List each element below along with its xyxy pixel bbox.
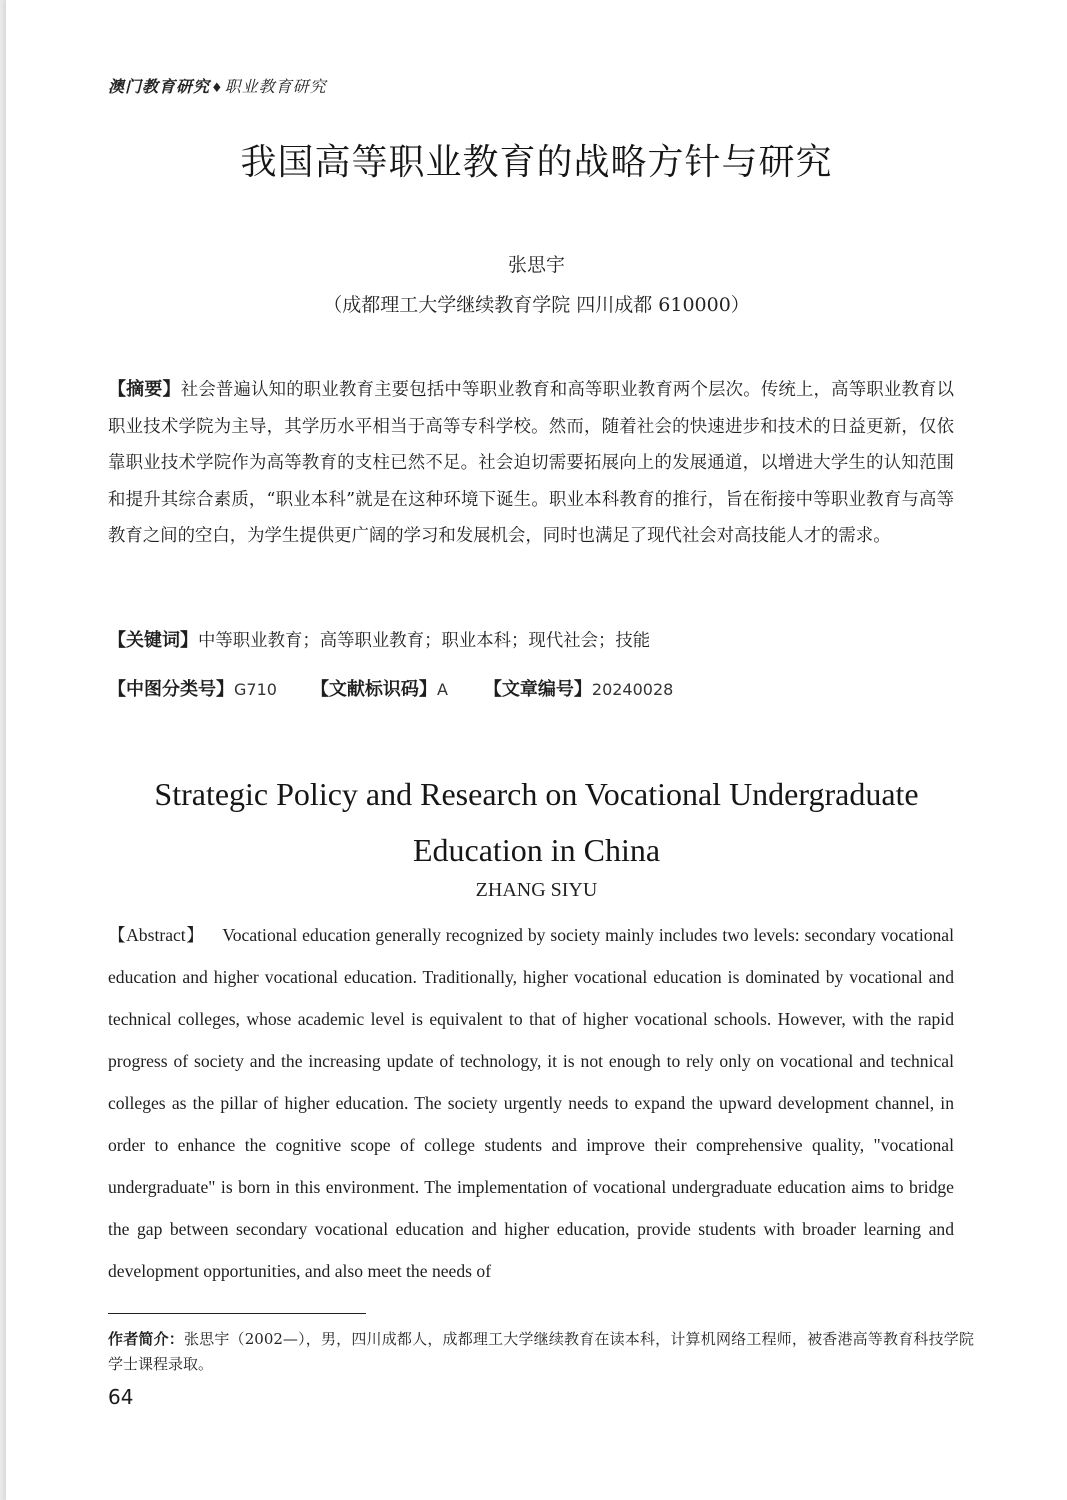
diamond-separator-icon: ♦: [211, 81, 224, 96]
abstract-en-text: Vocational education generally recognized by society mainly includes two levels: secondary vocational education and higher vocational education. Traditionally, higher vocational education is dominated by vocational and technical colleges, whose academic level is equivalent to that of higher vocational schools. However, with the rapid progress of society and the increasing update of technology, it is not enough to rely only on vocational and technical colleges as the pillar of higher education. The society urgently needs to expand the upward development channel, in order to enhance the cognitive scope of college students and improve their comprehensive quality, "vocational undergraduate" is born in this environment. The implementation of vocational undergraduate education aims to bridge the gap between secondary vocational education and higher education, provide students with broader learning and development opportunities, and also meet the needs of: [108, 925, 955, 1281]
abstract-en: [108, 914, 954, 1292]
keywords-cn: [108, 625, 954, 657]
footnote-divider: [108, 1313, 366, 1314]
clc-value: G710: [234, 680, 277, 699]
footnote-label: 作者简介：: [108, 1330, 184, 1348]
affiliation-cn: （成都理工大学继续教育学院 四川成都 610000）: [323, 294, 750, 316]
keywords-cn-label: 【关键词】: [108, 630, 198, 651]
doc-code-value: A: [436, 680, 448, 699]
article-title-cn: 我国高等职业教育的战略方针与研究: [240, 142, 833, 183]
article-title-en-line2: Education in China: [412, 832, 661, 868]
author-footnote: [108, 1327, 974, 1377]
keywords-cn-text: 中等职业教育；高等职业教育；职业本科；现代社会；技能: [198, 631, 651, 651]
doc-code-label: 【文献标识码】: [310, 679, 437, 700]
classification-line: [108, 674, 954, 706]
abstract-cn-label: 【摘要】: [108, 379, 181, 400]
author-cn: 张思宇: [507, 254, 565, 276]
abstract-cn: [108, 372, 954, 555]
article-number-value: 20240028: [591, 680, 674, 699]
author-en: ZHANG SIYU: [475, 879, 598, 901]
journal-name: 澳门教育研究: [108, 77, 211, 96]
journal-page: [6, 0, 1067, 1500]
section-name: 职业教育研究: [224, 77, 327, 96]
article-title-en: [6, 766, 1067, 878]
running-header: [108, 74, 327, 97]
clc-label: 【中图分类号】: [108, 679, 234, 700]
footnote-text: 张思宇（2002—），男，四川成都人，成都理工大学继续教育在读本科，计算机网络工程师，被香港高等教育科技学院学士课程录取。: [108, 1330, 974, 1373]
page-number: 64: [108, 1385, 134, 1409]
abstract-en-label: 【Abstract】: [108, 925, 205, 945]
article-number-label: 【文章编号】: [483, 679, 592, 700]
article-title-en-line1: Strategic Policy and Research on Vocational Undergraduate: [154, 776, 919, 812]
abstract-cn-text: 社会普遍认知的职业教育主要包括中等职业教育和高等职业教育两个层次。传统上，高等职业教育以职业技术学院为主导，其学历水平相当于高等专科学校。然而，随着社会的快速进步和技术的日益更新，仅依靠职业技术学院作为高等教育的支柱已然不足。社会迫切需要拓展向上的发展通道，以增进大学生的认知范围和提升其综合素质，“职业本科”就是在这种环境下诞生。职业本科教育的推行，旨在衔接中等职业教育与高等教育之间的空白，为学生提供更广阔的学习和发展机会，同时也满足了现代社会对高技能人才的需求。: [108, 380, 954, 546]
